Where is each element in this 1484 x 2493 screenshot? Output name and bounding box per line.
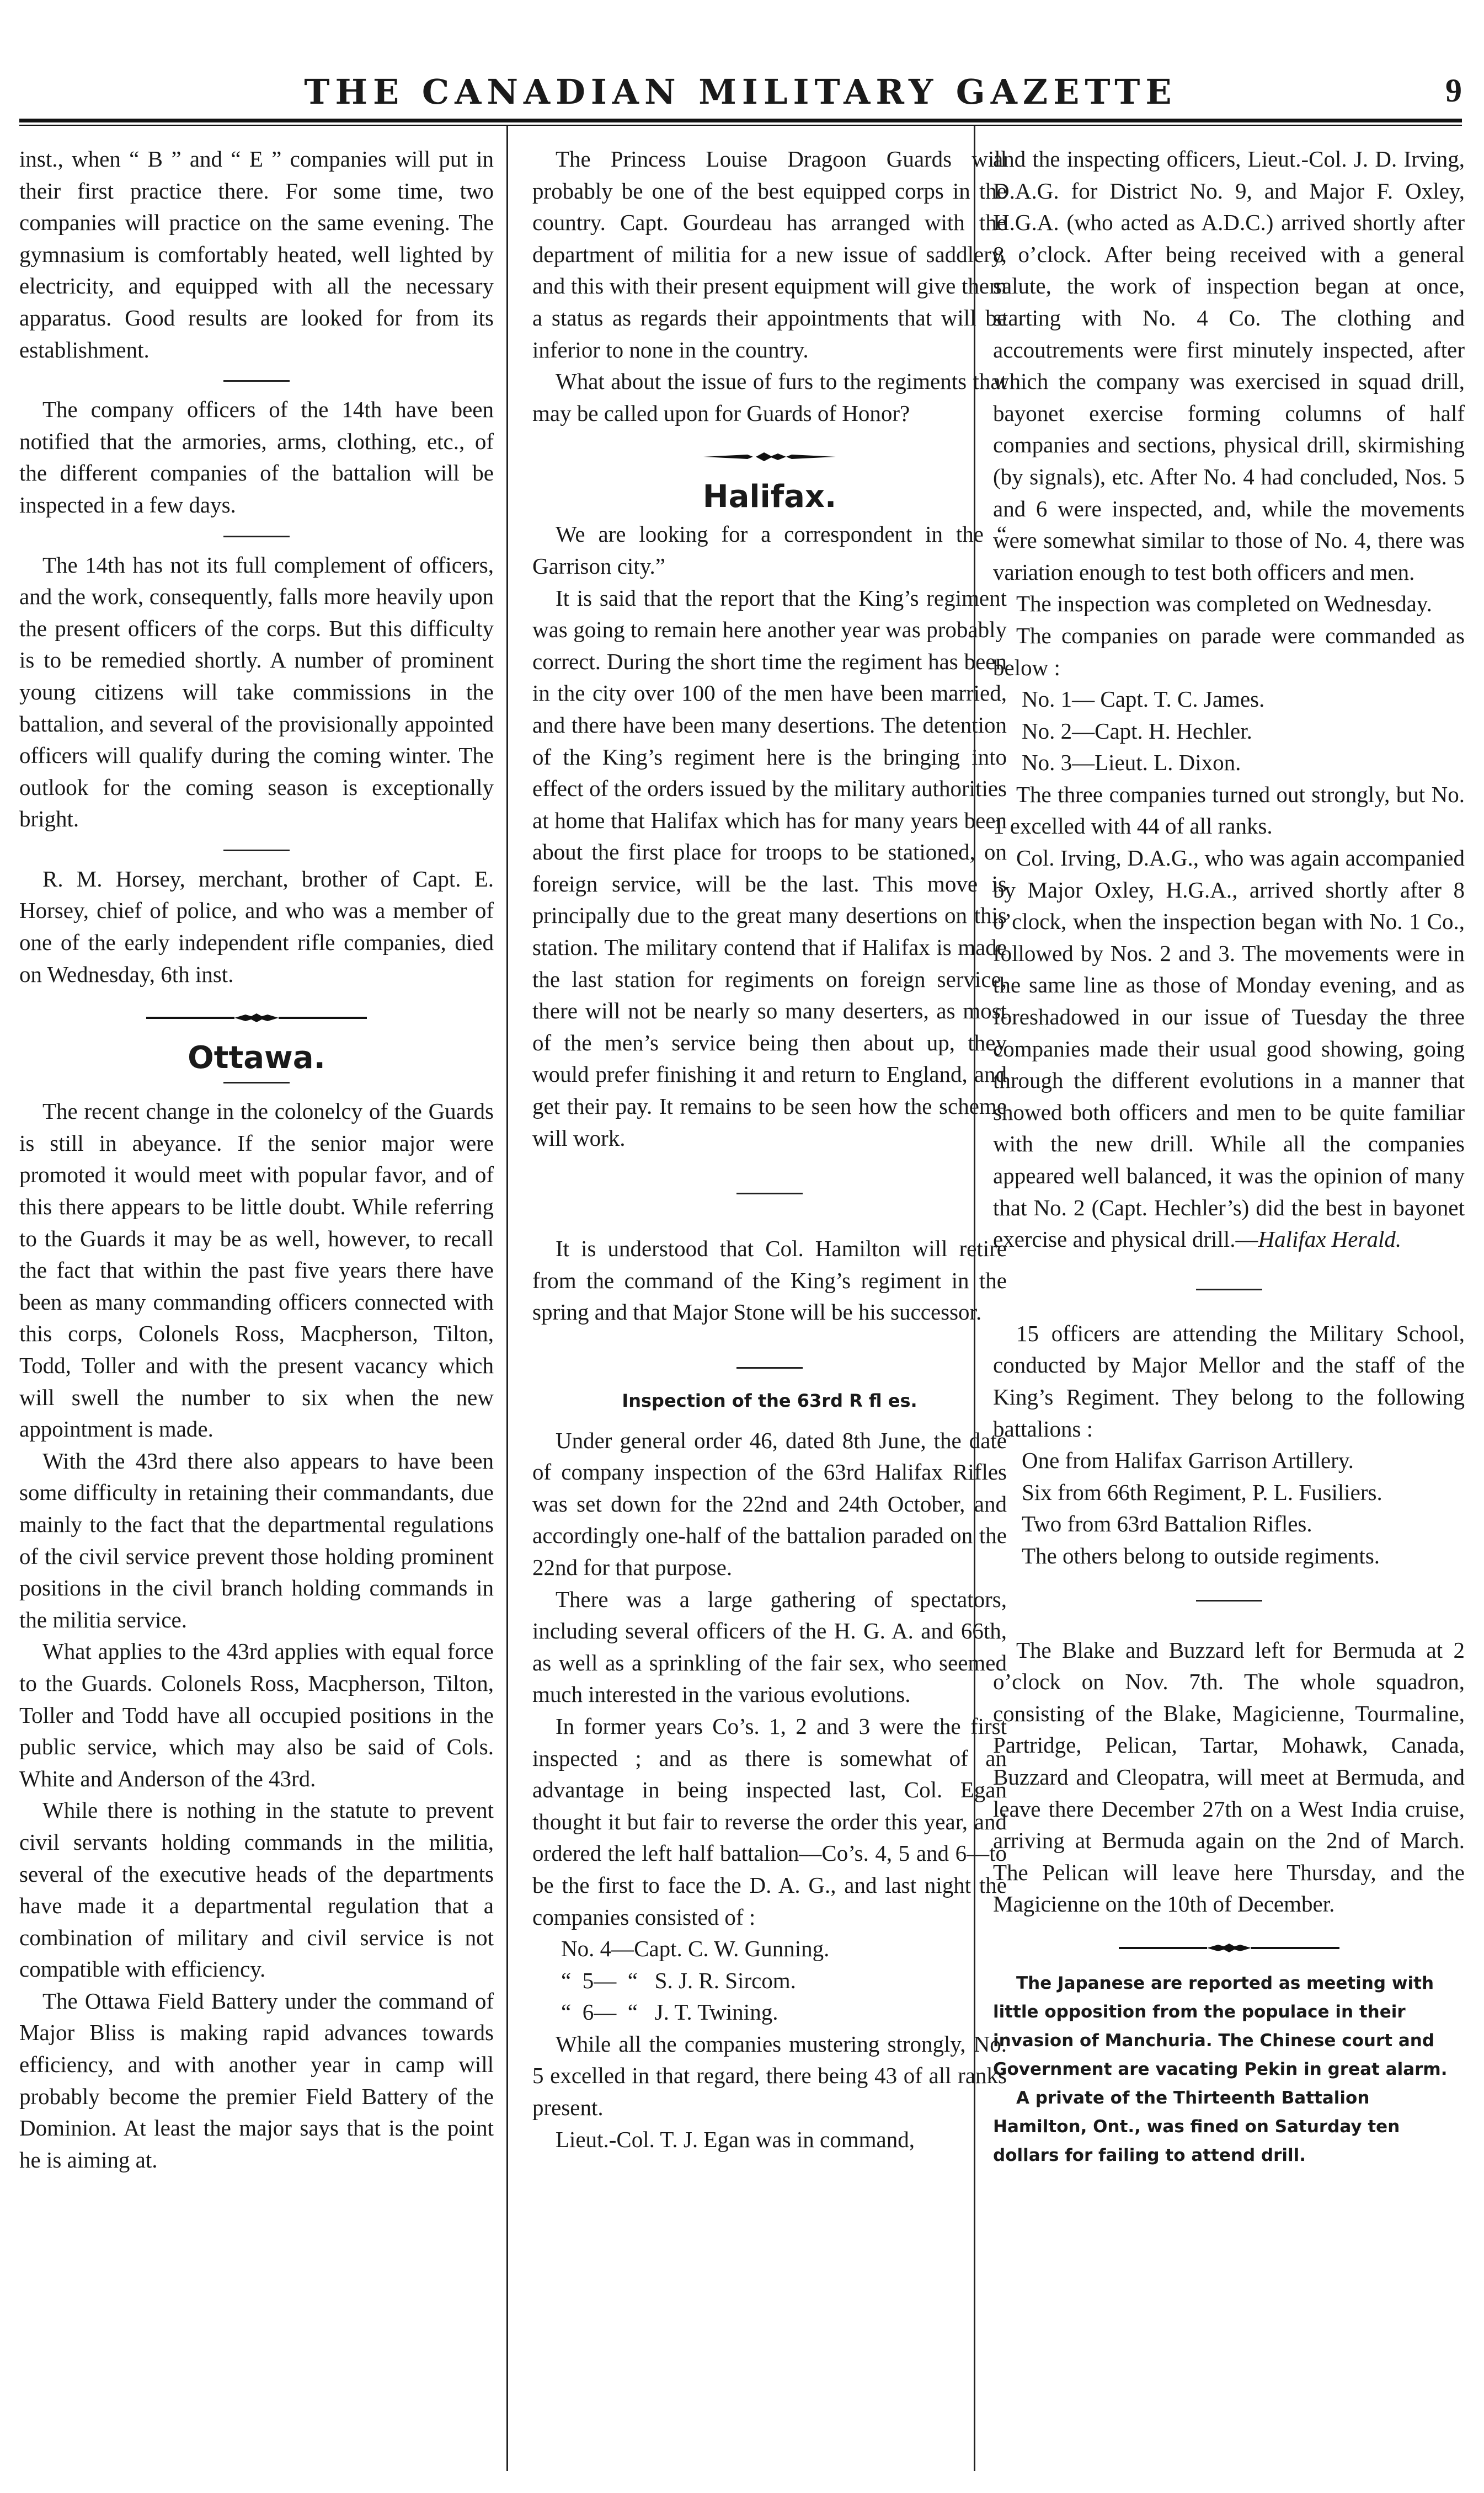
list-item: The others belong to outside regiments. (1022, 1542, 1380, 1568)
paragraph: With the 43rd there also appears to have been some difficulty in retaining their commandants, due mainly to the fact that the departmental regulations of the civil service prevent those holding prominent positions in the civil branch holding commands in the militia service. (19, 1448, 494, 1632)
page-header (19, 72, 1462, 116)
list-item: Six from 66th Regiment, P. L. Fusiliers. (1022, 1479, 1382, 1505)
ornament-divider (146, 1012, 367, 1023)
list-item: “ 6— “ J. T. Twining. (561, 1999, 778, 2025)
page-number: 9 (1445, 72, 1462, 109)
list-item: No. 3—Lieut. L. Dixon. (1022, 750, 1241, 776)
paragraph: Under general order 46, dated 8th June, the date of company inspection of the 63rd Halifax Rifles was set down for the 22nd and 24th October, and accordingly one-half of the battalion paraded on the 22nd for that purpose. (532, 1427, 1007, 1580)
list-item: One from Halifax Garrison Artillery. (1022, 1448, 1354, 1474)
paragraph: In former years Co’s. 1, 2 and 3 were the first inspected ; and as there is somewhat of an advantage in being inspected last, Col. Egan thought it but fair to reverse the order this year, and ordered the left half battalion—Co’s. 4, 5 and 6—to be the first to face the D. A. G., and last night the companies consisted of : (532, 1713, 1007, 1930)
paragraph: The inspection was completed on Wednesday. (1016, 591, 1432, 617)
list-item: No. 2—Capt. H. Hechler. (1022, 718, 1252, 744)
column-1 (19, 143, 494, 2460)
source-credit: Halifax Herald. (1258, 1226, 1402, 1252)
paragraph: While all the companies mustering strongly, No. 5 excelled in that regard, there being 43 of all ranks present. (532, 2031, 1007, 2121)
list-item: No. 1— Capt. T. C. James. (1022, 686, 1265, 712)
column-2 (532, 143, 1007, 2460)
paragraph: and the inspecting officers, Lieut.-Col. J. D. Irving, D.A.G. for District No. 9, and Major F. Oxley, H.G.A. (who acted as A.D.C.) arrived shortly after 8 o’clock. After being received with a general salute, the work of inspection began at once, starting with No. 4 Co. The clothing and accoutrements were first minutely inspected, after which the company was exercised in squad drill, bayonet exercise forming columns of half companies and sections, physical drill, skirmishing (by signals), etc. After No. 4 had concluded, Nos. 5 and 6 were inspected, and, while the movements were somewhat similar to those of No. 4, there was variation enough to test both officers and men. (993, 146, 1465, 585)
paragraph: R. M. Horsey, merchant, brother of Capt. E. Horsey, chief of police, and who was a member of one of the early independent rifle companies, died on Wednesday, 6th inst. (19, 866, 494, 987)
paragraph: The recent change in the colonelcy of the Guards is still in abeyance. If the senior major were promoted it would meet with popular favor, and of this there appears to be little doubt. While referring to the Guards it may be as well, however, to recall the fact that within the past five years there have been as many commanding officers connected with this corps, Colonels Ross, Macpherson, Tilton, Todd, Toller and with the present vacancy which will swell the number to six when the new appointment is made. (19, 1098, 494, 1442)
paragraph: The three companies turned out strongly, but No. 1 excelled with 44 of all ranks. (993, 781, 1465, 839)
section-divider (223, 380, 290, 382)
section-divider (1196, 1600, 1262, 1602)
column-3 (993, 143, 1465, 2460)
paragraph: The Princess Louise Dragoon Guards will probably be one of the best equipped corps in the country. Capt. Gourdeau has arranged with the department of militia for a new issue of saddlery, and this with their present equipment will give them a status as regards their appointments that will be inferior to none in the country. (532, 146, 1007, 362)
paragraph: It is said that the report that the King’s regiment was going to remain here another year was probably correct. During the short time the regiment has been in the city over 100 of the men have been married, and there have been many desertions. The detention of the King’s regiment here is the bringing into effect of the orders issued by the military authorities at home that Halifax which has for many years been about the first place for troops to be stationed, on foreign service, will be the last. This move is principally due to the great many desertions on this station. The military contend that if Halifax is made the last station for regiments on foreign service, there will not be nearly so many deserters, as most of the men’s service being then about up, they would prefer finishing it and return to England, and get their pay. It remains to be seen how the scheme will work. (532, 585, 1007, 1151)
header-rule (19, 119, 1462, 126)
masthead-title: THE CANADIAN MILITARY GAZETTE (304, 72, 1177, 112)
paragraph: The 14th has not its full complement of officers, and the work, consequently, falls more heavily upon the present officers of the corps. But this difficulty is to be remedied shortly. A number of prominent young citizens will take commissions in the battalion, and several of the provisionally appointed officers will qualify during the coming winter. The outlook for the coming season is exceptionally bright. (19, 552, 494, 832)
paragraph: The Ottawa Field Battery under the command of Major Bliss is making rapid advances towards efficiency, and with another year in camp will probably become the premier Field Battery of the Dominion. At least the major says that is the point he is aiming at. (19, 1988, 494, 2172)
list-item: “ 5— “ S. J. R. Sircom. (561, 1967, 796, 1993)
paragraph: While there is nothing in the statute to prevent civil servants holding commands in the militia, several of the executive heads of the departments have made it a departmental regulation that a combination of military and civil service is not compatible with efficiency. (19, 1797, 494, 1982)
section-divider (223, 850, 290, 851)
ornament-divider (1119, 1942, 1339, 1953)
section-divider (736, 1193, 803, 1194)
section-heading-ottawa: Ottawa. (188, 1040, 325, 1076)
paragraph: inst., when “ B ” and “ E ” companies will put in their first practice there. For some time, two companies will practice on the same evening. The gymnasium is comfortably heated, well lighted by electricity, and equipped with all the necessary apparatus. Good results are looked for from its establishment. (19, 146, 494, 362)
column-divider (506, 126, 508, 2471)
paragraph (993, 842, 1465, 1256)
paragraph: The company officers of the 14th have been notified that the armories, arms, clothing, etc., of the different companies of the battalion will be inspected in a few days. (19, 397, 494, 517)
paragraph: 15 officers are attending the Military School, conducted by Major Mellor and the staff of the King’s Regiment. They belong to the following battalions : (993, 1320, 1465, 1442)
list-item: No. 4—Capt. C. W. Gunning. (561, 1936, 830, 1962)
subheading-inspection: Inspection of the 63rd R fl es. (622, 1390, 917, 1411)
section-divider (736, 1367, 803, 1369)
section-heading-halifax: Halifax. (702, 479, 837, 515)
paragraph: The Blake and Buzzard left for Bermuda at 2 o’clock on Nov. 7th. The whole squadron, consisting of the Blake, Magicienne, Tourmaline, Partridge, Pelican, Tartar, Mohawk, Canada, Buzzard and Cleopatra, will meet at Bermuda, and leave there December 27th on a West India cruise, arriving at Bermuda again on the 2nd of March. The Pelican will leave here Thursday, and the Magicienne on the 10th of December. (993, 1637, 1465, 1917)
list-item: Two from 63rd Battalion Rifles. (1022, 1511, 1312, 1537)
paragraph: Lieut.-Col. T. J. Egan was in command, (556, 2126, 915, 2152)
paragraph: What about the issue of furs to the regiments that may be called upon for Guards of Honor? (532, 369, 1007, 426)
section-divider (223, 536, 290, 537)
paragraph: There was a large gathering of spectators, including several officers of the H. G. A. and 66th, as well as a sprinkling of the fair sex, who seemed much interested in the various evolutions. (532, 1586, 1007, 1707)
news-brief: A private of the Thirteenth Battalion Hamilton, Ont., was fined on Saturday ten dollars for failing to attend drill. (993, 2088, 1400, 2165)
paragraph-text: Col. Irving, D.A.G., who was again accompanied by Major Oxley, H.G.A., arrived shortly after 8 o’clock, when the inspection began with No. 1 Co., followed by Nos. 2 and 3. The movements were in the same line as those of Monday evening, and as foreshadowed in our issue of Tuesday the three companies made their usual good showing, going through the different evolutions in a manner that showed both officers and men to be quite familiar with the new drill. While all the companies appeared well balanced, it was the opinion of many that No. 2 (Capt. Hechler’s) did the best in bayonet exercise and physical drill.— (993, 845, 1465, 1252)
section-divider (223, 1082, 290, 1083)
ornament-divider (703, 451, 836, 462)
paragraph: What applies to the 43rd applies with equal force to the Guards. Colonels Ross, Macpherson, Tilton, Toller and Todd have all occupied positions in the public service, which may also be said of Cols. White and Anderson of the 43rd. (19, 1638, 494, 1791)
news-brief: The Japanese are reported as meeting with little opposition from the populace in their invasion of Manchuria. The Chinese court and Government are vacating Pekin in great alarm. (993, 1973, 1448, 2079)
paragraph: It is understood that Col. Hamilton will retire from the command of the King’s regiment in the spring and that Major Stone will be his successor. (532, 1236, 1007, 1325)
paragraph: We are looking for a correspondent in the “ Garrison city.” (532, 521, 1007, 579)
paragraph: The companies on parade were commanded as below : (993, 622, 1465, 680)
section-divider (1196, 1289, 1262, 1290)
